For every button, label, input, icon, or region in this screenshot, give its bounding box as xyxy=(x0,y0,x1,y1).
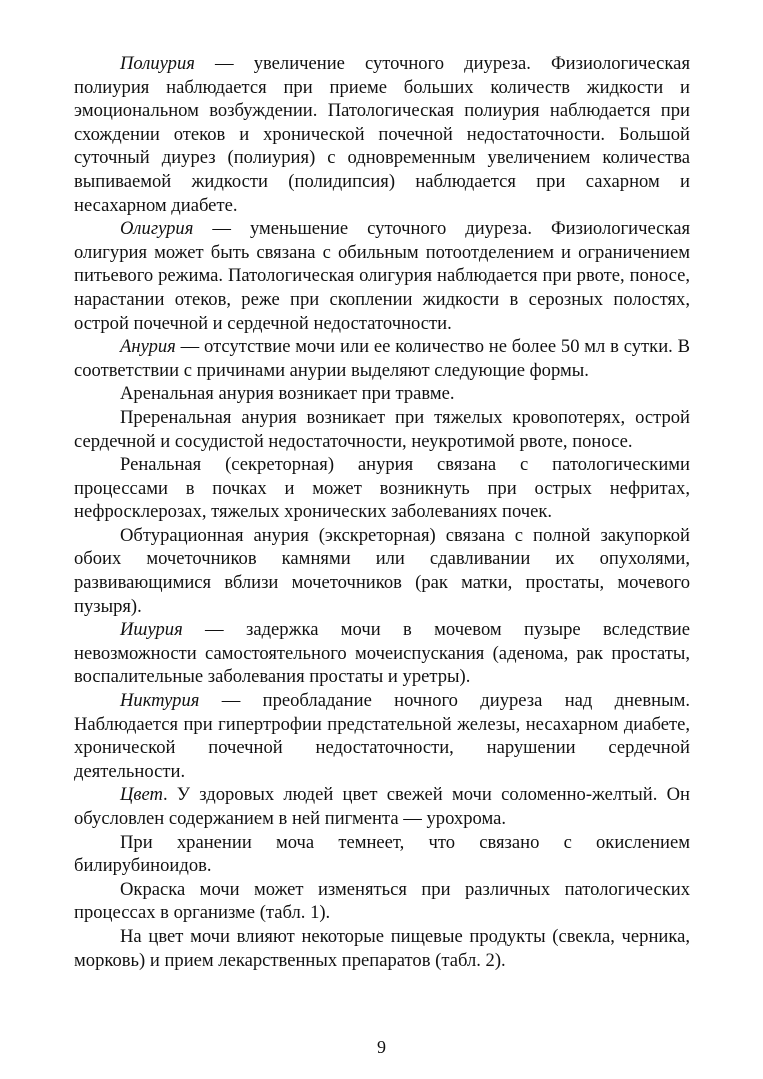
paragraph-food-drugs xyxy=(74,925,690,972)
term-oliguria: Олигурия xyxy=(120,218,194,240)
paragraph-text: Преренальная анурия возникает при тяжелых кровопотерях, острой сердечной и сосудистой недостаточности, неукротимой рвоте, поносе. xyxy=(74,406,690,452)
page-body xyxy=(74,52,690,972)
paragraph-polyuria xyxy=(74,52,690,217)
term-polyuria: Полиурия xyxy=(120,53,195,74)
paragraph-text: Ренальная (секреторная) анурия связана с патологическими процессами в почках и может возникнуть при острых нефритах, нефросклерозах, тяжелых хронических заболеваниях почек. xyxy=(74,454,690,523)
paragraph-arenal-anuria xyxy=(74,382,690,406)
term-nocturia: Никтурия xyxy=(120,690,200,712)
paragraph-ischuria xyxy=(74,618,690,689)
paragraph-obturation-anuria xyxy=(74,524,690,618)
paragraph-text: — отсутствие мочи или ее количество не более 50 мл в сутки. В соответствии с причинами анурии выделяют следующие формы. xyxy=(74,336,690,381)
term-ischuria: Ишурия xyxy=(120,619,183,641)
paragraph-text: Обтурационная анурия (экскреторная) связана с полной закупоркой обоих мочеточников камнями или сдавливании их опухолями, развивающимися вблизи мочеточников (рак матки, простаты, мочевого пузыря). xyxy=(74,524,690,617)
paragraph-color xyxy=(74,783,690,830)
paragraph-pathology-color xyxy=(74,878,690,925)
paragraph-text: — преобладание ночного диуреза над дневным. Наблюдается при гипертрофии предстательной железы, несахарном диабете, хронической почечной недостаточности, нарушении сердечной деятельности. xyxy=(74,690,690,782)
term-anuria: Анурия xyxy=(120,336,176,358)
paragraph-storage xyxy=(74,831,690,878)
paragraph-text: . У здоровых людей цвет свежей мочи соломенно-желтый. Он обусловлен содержанием в ней пигмента — урохрома. xyxy=(74,784,690,829)
paragraph-text: — увеличение суточного диуреза. Физиологическая полиурия наблюдается при приеме больших количеств жидкости и эмоциональном возбуждении. Патологическая полиурия наблюдается при схождении отеков и хронической почечной недостаточности. Большой суточный диурез (полиурия) с одновременным увеличением количества выпиваемой жидкости (полидипсия) наблюдается при сахарном и несахарном диабете. xyxy=(74,53,690,216)
paragraph-text: Окраска мочи может изменяться при различных патологических процессах в организме (табл. 1). xyxy=(74,878,690,924)
paragraph-text: — задержка мочи в мочевом пузыре вследствие невозможности самостоятельного мочеиспускания (аденома, рак простаты, воспалительные заболевания простаты и уретры). xyxy=(74,619,690,688)
paragraph-renal-anuria xyxy=(74,453,690,524)
page-number: 9 xyxy=(377,1037,386,1057)
paragraph-nocturia xyxy=(74,689,690,783)
term-color: Цвет xyxy=(120,784,163,806)
paragraph-oliguria xyxy=(74,217,690,335)
paragraph-text: — уменьшение суточного диуреза. Физиологическая олигурия может быть связана с обильным потоотделением и ограничением питьевого режима. Патологическая олигурия наблюдается при рвоте, поносе, нарастании отеков, реже при скоплении жидкости в серозных полостях, острой почечной и сердечной недостаточности. xyxy=(74,218,690,334)
paragraph-text: При хранении моча темнеет, что связано с окислением билирубиноидов. xyxy=(74,831,690,877)
paragraph-text: Аренальная анурия возникает при травме. xyxy=(120,383,455,405)
paragraph-text: На цвет мочи влияют некоторые пищевые продукты (свекла, черника, морковь) и прием лекарственных препаратов (табл. 2). xyxy=(74,925,690,971)
paragraph-prerenal-anuria xyxy=(74,406,690,453)
paragraph-anuria xyxy=(74,335,690,382)
